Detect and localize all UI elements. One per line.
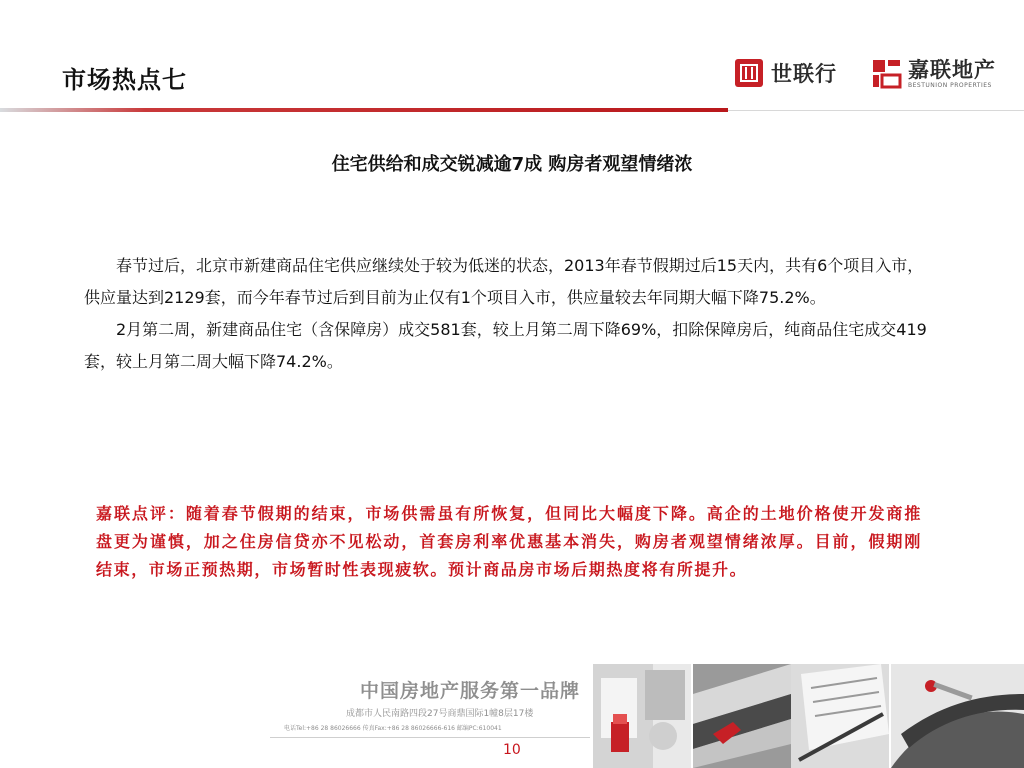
jialian-mark-icon [872,59,902,89]
article-heading: 住宅供给和成交锐减逾7成 购房者观望情绪浓 [331,154,693,175]
jialian-logo-text: 嘉联地产 [908,58,996,82]
page-number: 10 [503,742,521,758]
shilianhang-logo-text: 世联行 [771,62,837,86]
footer-divider [270,737,590,738]
footer-photo-documents [791,664,889,768]
footer-contact: 电话Tel:+86 28 86026666 传真Fax:+86 28 86026666-616 邮编PC:610041 [284,725,502,732]
paragraph-transactions: 2月第二周，新建商品住宅（含保障房）成交581套，较上月第二周下降69%，扣除保障房后，纯商品住宅成交419套，较上月第二周大幅下降74.2%。 [84,320,927,371]
shilianhang-logo [735,58,837,88]
header-divider-thin [728,110,1024,111]
jialian-logo [872,56,996,92]
footer-photo-office [593,664,691,768]
jialian-logo-subtext: BESTUNION PROPERTIES [908,82,992,89]
footer-address: 成都市人民南路四段27号商鼎国际1幢8层17楼 [346,709,534,719]
footer-photo-papers [693,664,791,768]
paragraph-supply: 春节过后，北京市新建商品住宅供应继续处于较为低迷的状态，2013年春节假期过后15天内，共有6个项目入市，供应量达到2129套，而今年春节过后到目前为止仅有1个项目入市，供应量较去年同期大幅下降75.2%。 [84,256,924,307]
shilianhang-mark-icon [735,59,763,87]
slide-title: 市场热点七 [62,66,187,94]
footer-slogan: 中国房地产服务第一品牌 [360,680,581,702]
jialian-commentary: 嘉联点评：随着春节假期的结束，市场供需虽有所恢复，但同比大幅度下降。高企的土地价格使开发商推盘更为谨慎，加之住房信贷亦不见松动，首套房利率优惠基本消失，购房者观望情绪浓厚。目前，假期刚结束，市场正预热期，市场暂时性表现疲软。预计商品房市场后期热度将有所提升。 [96,504,922,579]
footer-photo-pen [891,664,1024,768]
header-divider [0,108,728,112]
body-text [84,250,936,378]
